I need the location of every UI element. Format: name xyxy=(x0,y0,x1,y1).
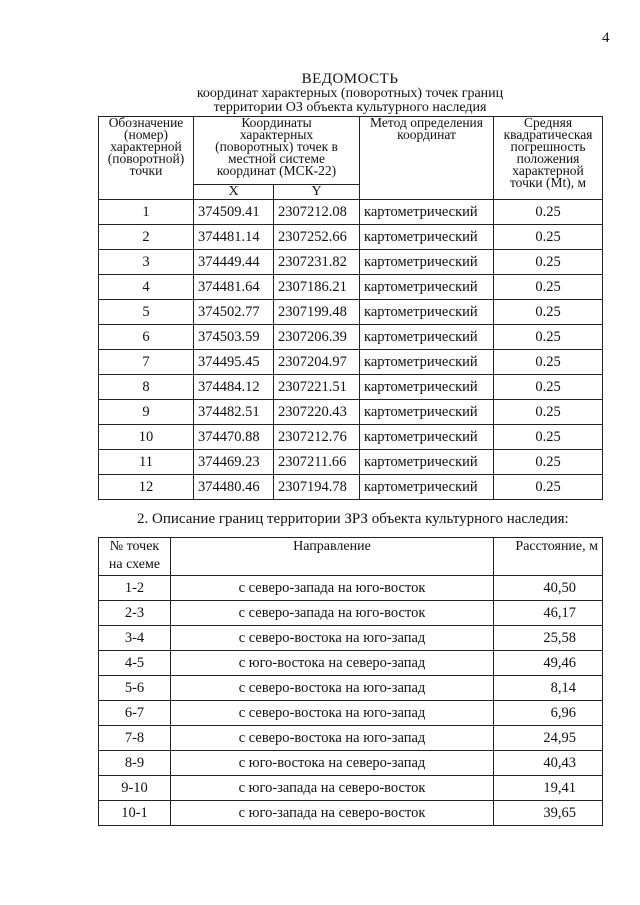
document-header xyxy=(140,72,560,115)
table-row xyxy=(99,751,603,776)
header-line: (поворотных) точек в xyxy=(215,139,338,154)
cell-method: картометрический xyxy=(360,325,494,350)
cell-point-number: 6 xyxy=(99,325,194,350)
cell-direction: с юго-запада на северо-восток xyxy=(171,776,494,801)
cell-accuracy: 0.25 xyxy=(494,200,603,225)
cell-method: картометрический xyxy=(360,200,494,225)
cell-method: картометрический xyxy=(360,350,494,375)
cell-accuracy: 0.25 xyxy=(494,225,603,250)
table-row xyxy=(99,300,603,325)
header-line: квадратическая xyxy=(503,127,593,142)
cell-distance: 40,43 xyxy=(494,751,603,776)
table-row xyxy=(99,450,603,475)
table-row xyxy=(99,250,603,275)
cell-accuracy: 0.25 xyxy=(494,425,603,450)
page-number: 4 xyxy=(602,30,610,46)
cell-distance: 46,17 xyxy=(494,601,603,626)
header-line: местной системе xyxy=(228,151,325,166)
header-line: точки (Mt), м xyxy=(509,175,587,190)
header-point-number xyxy=(99,117,194,200)
cell-coord-y: 2307221.51 xyxy=(274,375,360,400)
header-line: Обозначение xyxy=(108,115,184,130)
boundaries-table xyxy=(98,537,603,826)
cell-method: картометрический xyxy=(360,450,494,475)
cell-direction: с северо-запада на юго-восток xyxy=(171,576,494,601)
table-row xyxy=(99,776,603,801)
table-row xyxy=(99,701,603,726)
cell-accuracy: 0.25 xyxy=(494,475,603,500)
cell-method: картометрический xyxy=(360,225,494,250)
coordinates-table xyxy=(98,116,603,500)
cell-coord-x: 374502.77 xyxy=(194,300,274,325)
cell-segment: 5-6 xyxy=(99,676,171,701)
header-line: координат xyxy=(397,127,456,142)
cell-direction: с юго-востока на северо-запад xyxy=(171,651,494,676)
cell-method: картометрический xyxy=(360,400,494,425)
header-accuracy xyxy=(494,117,603,200)
cell-segment: 2-3 xyxy=(99,601,171,626)
cell-segment: 7-8 xyxy=(99,726,171,751)
cell-method: картометрический xyxy=(360,250,494,275)
table-row xyxy=(99,375,603,400)
table-row xyxy=(99,475,603,500)
table-row xyxy=(99,676,603,701)
cell-method: картометрический xyxy=(360,275,494,300)
document-subtitle-line2: территории ОЗ объекта культурного наследия xyxy=(213,100,487,115)
cell-coord-y: 2307206.39 xyxy=(274,325,360,350)
header-line: Средняя xyxy=(523,115,573,130)
header-line: № точек xyxy=(109,539,160,554)
header-method xyxy=(360,117,494,200)
cell-coord-y: 2307194.78 xyxy=(274,475,360,500)
cell-coord-x: 374480.46 xyxy=(194,475,274,500)
cell-direction: с северо-востока на юго-запад xyxy=(171,676,494,701)
table-row xyxy=(99,200,603,225)
table-row xyxy=(99,225,603,250)
cell-coord-y: 2307186.21 xyxy=(274,275,360,300)
cell-point-number: 4 xyxy=(99,275,194,300)
cell-point-number: 7 xyxy=(99,350,194,375)
header-line: координат (МСК-22) xyxy=(216,163,337,178)
document-title: ВЕДОМОСТЬ xyxy=(301,71,399,87)
cell-distance: 40,50 xyxy=(494,576,603,601)
cell-point-number: 12 xyxy=(99,475,194,500)
table-row xyxy=(99,325,603,350)
header-direction: Направление xyxy=(171,538,494,576)
cell-direction: с северо-востока на юго-запад xyxy=(171,701,494,726)
cell-method: картометрический xyxy=(360,375,494,400)
header-line: (поворотной) xyxy=(107,151,185,166)
cell-distance: 25,58 xyxy=(494,626,603,651)
table-row xyxy=(99,275,603,300)
cell-coord-x: 374449.44 xyxy=(194,250,274,275)
cell-distance: 39,65 xyxy=(494,801,603,826)
table-row xyxy=(99,626,603,651)
cell-method: картометрический xyxy=(360,475,494,500)
cell-accuracy: 0.25 xyxy=(494,400,603,425)
cell-distance: 8,14 xyxy=(494,676,603,701)
header-line: характерной xyxy=(110,139,182,154)
cell-coord-y: 2307252.66 xyxy=(274,225,360,250)
table-row xyxy=(99,651,603,676)
header-x: X xyxy=(194,185,274,200)
cell-distance: 6,96 xyxy=(494,701,603,726)
table-row xyxy=(99,350,603,375)
cell-point-number: 3 xyxy=(99,250,194,275)
document-subtitle-line1: координат характерных (поворотных) точек границ xyxy=(196,86,504,101)
cell-point-number: 10 xyxy=(99,425,194,450)
header-line: Координаты xyxy=(241,115,312,130)
cell-accuracy: 0.25 xyxy=(494,275,603,300)
header-coordinates xyxy=(194,117,360,185)
cell-accuracy: 0.25 xyxy=(494,350,603,375)
cell-segment: 3-4 xyxy=(99,626,171,651)
table-row xyxy=(99,400,603,425)
cell-direction: с юго-запада на северо-восток xyxy=(171,801,494,826)
header-line: погрешность xyxy=(510,139,586,154)
cell-coord-y: 2307212.76 xyxy=(274,425,360,450)
cell-point-number: 1 xyxy=(99,200,194,225)
cell-point-number: 9 xyxy=(99,400,194,425)
cell-accuracy: 0.25 xyxy=(494,250,603,275)
cell-segment: 4-5 xyxy=(99,651,171,676)
cell-segment: 6-7 xyxy=(99,701,171,726)
cell-coord-y: 2307231.82 xyxy=(274,250,360,275)
header-line: характерной xyxy=(512,163,584,178)
cell-coord-x: 374482.51 xyxy=(194,400,274,425)
cell-distance: 19,41 xyxy=(494,776,603,801)
cell-direction: с юго-востока на северо-запад xyxy=(171,751,494,776)
cell-accuracy: 0.25 xyxy=(494,375,603,400)
cell-distance: 49,46 xyxy=(494,651,603,676)
cell-coord-x: 374484.12 xyxy=(194,375,274,400)
cell-method: картометрический xyxy=(360,300,494,325)
cell-point-number: 11 xyxy=(99,450,194,475)
section-2-title: 2. Описание границ территории ЗРЗ объекта культурного наследия: xyxy=(137,511,569,527)
table-row xyxy=(99,425,603,450)
header-line: Метод определения xyxy=(370,115,483,130)
cell-coord-x: 374481.14 xyxy=(194,225,274,250)
cell-coord-y: 2307199.48 xyxy=(274,300,360,325)
cell-segment: 9-10 xyxy=(99,776,171,801)
header-line: на схеме xyxy=(108,557,161,572)
cell-coord-y: 2307211.66 xyxy=(274,450,360,475)
cell-segment: 1-2 xyxy=(99,576,171,601)
header-y: Y xyxy=(274,185,360,200)
header-line: положения xyxy=(516,151,580,166)
cell-direction: с северо-востока на юго-запад xyxy=(171,726,494,751)
cell-point-number: 5 xyxy=(99,300,194,325)
cell-coord-x: 374509.41 xyxy=(194,200,274,225)
cell-method: картометрический xyxy=(360,425,494,450)
cell-distance: 24,95 xyxy=(494,726,603,751)
cell-coord-x: 374470.88 xyxy=(194,425,274,450)
cell-point-number: 2 xyxy=(99,225,194,250)
cell-coord-x: 374469.23 xyxy=(194,450,274,475)
table-row xyxy=(99,726,603,751)
cell-direction: с северо-востока на юго-запад xyxy=(171,626,494,651)
cell-coord-y: 2307220.43 xyxy=(274,400,360,425)
cell-coord-x: 374481.64 xyxy=(194,275,274,300)
cell-accuracy: 0.25 xyxy=(494,325,603,350)
header-distance: Расстояние, м xyxy=(494,538,603,576)
cell-accuracy: 0.25 xyxy=(494,450,603,475)
table-row xyxy=(99,801,603,826)
cell-segment: 10-1 xyxy=(99,801,171,826)
table-row xyxy=(99,576,603,601)
header-points xyxy=(99,538,171,576)
cell-segment: 8-9 xyxy=(99,751,171,776)
cell-coord-x: 374495.45 xyxy=(194,350,274,375)
cell-accuracy: 0.25 xyxy=(494,300,603,325)
header-line: характерных xyxy=(239,127,314,142)
header-line: точки xyxy=(129,163,163,178)
header-line: (номер) xyxy=(124,127,168,142)
table-row xyxy=(99,601,603,626)
cell-direction: с северо-запада на юго-восток xyxy=(171,601,494,626)
cell-coord-x: 374503.59 xyxy=(194,325,274,350)
cell-coord-y: 2307212.08 xyxy=(274,200,360,225)
cell-point-number: 8 xyxy=(99,375,194,400)
cell-coord-y: 2307204.97 xyxy=(274,350,360,375)
